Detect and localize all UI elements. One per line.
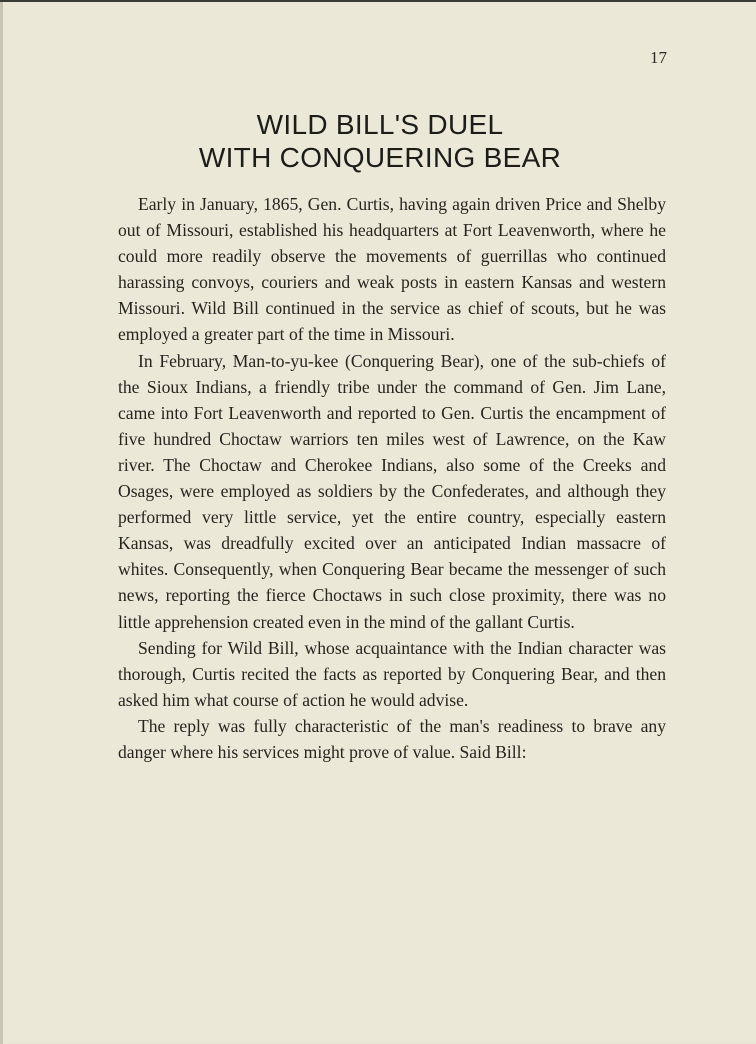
chapter-body — [118, 191, 666, 765]
paragraph-1: Early in January, 1865, Gen. Curtis, having again driven Price and Shelby out of Missouri, established his headquarters at Fort Leavenworth, where he could more readily observe the movements of guerrillas who continued harassing convoys, couriers and weak posts in eastern Kansas and western Missouri. Wild Bill continued in the service as chief of scouts, but he was employed a greater part of the time in Missouri. — [118, 194, 666, 345]
paragraph-2: In February, Man-to-yu-kee (Conquering Bear), one of the sub-chiefs of the Sioux Indians, a friendly tribe under the command of Gen. Jim Lane, came into Fort Leavenworth and reported to Gen. Curtis the encampment of five hundred Choctaw warriors ten miles west of Lawrence, on the Kaw river. The Choctaw and Cherokee Indians, also some of the Creeks and Osages, were employed as soldiers by the Confederates, and although they performed very little service, yet the entire country, especially eastern Kansas, was dreadfully excited over an anticipated Indian massacre of whites. Consequently, when Conquering Bear became the messenger of such news, reporting the fierce Choctaws in such close proximity, there was no little apprehension created even in the mind of the gallant Curtis. — [118, 350, 666, 632]
paragraph-3: Sending for Wild Bill, whose acquaintance with the Indian character was thorough, Curtis recited the facts as reported by Conquering Bear, and then asked him what course of action he would advise. — [118, 637, 666, 710]
page-number: 17 — [650, 48, 667, 67]
chapter-title-line-1: WILD BILL'S DUEL — [256, 109, 504, 140]
chapter-title — [100, 108, 660, 174]
paragraph-4: The reply was fully characteristic of the man's readiness to brave any danger where his services might prove of value. Said Bill: — [118, 715, 666, 762]
chapter-title-line-2: WITH CONQUERING BEAR — [198, 142, 562, 173]
page-gutter-edge — [0, 2, 3, 1044]
